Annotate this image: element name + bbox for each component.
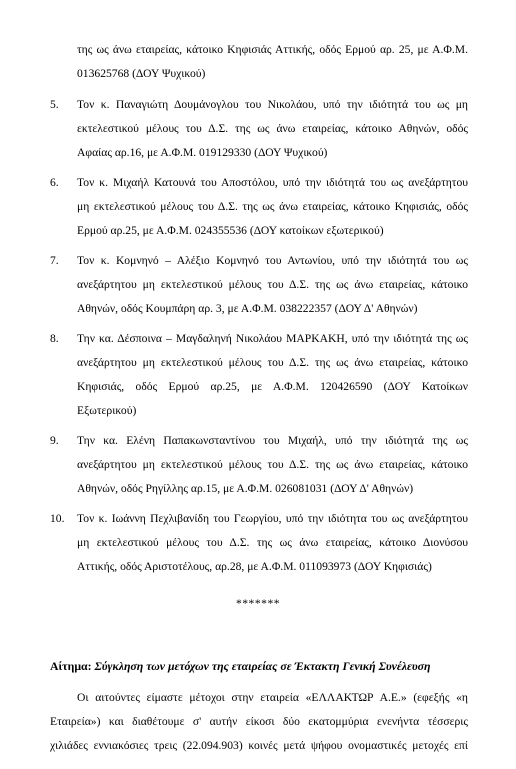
request-heading-text: Σύγκληση των μετόχων της εταιρείας σε Έκτακτη Γενική Συνέλευση — [94, 659, 431, 673]
item-8-line-3: Κηφισιάς, οδός Ερμού αρ.25, με Α.Φ.Μ. 120426590 (ΔΟΥ Κατοίκων — [77, 380, 468, 393]
item-7-line-1: Τον κ. Κομνηνό – Αλέξιο Κομνηνό του Αντωνίου, υπό την ιδιότητά του ως — [77, 254, 468, 267]
item-10-line-1: Τον κ. Ιωάννη Πεχλιβανίδη του Γεωργίου, υπό την ιδιότητα του ως ανεξάρτητου — [77, 512, 468, 525]
body-line-3: χιλιάδες εννιακόσιες τρεις (22.094.903) κοινές μετά ψήφου ονομαστικές μετοχές επί — [50, 739, 468, 752]
item-6-line-1: Τον κ. Μιχαήλ Κατουνά του Αποστόλου, υπό την ιδιότητά του ως ανεξάρτητου — [77, 176, 468, 189]
item-9-line-2: ανεξάρτητου μη εκτελεστικού μέλους του Δ.Σ. της ως άνω εταιρείας, κάτοικο — [77, 458, 468, 471]
item-9-line-1: Την κα. Ελένη Παπακωνσταντίνου του Μιχαήλ, υπό την ιδιότητά της ως — [77, 434, 468, 447]
item-6-line-2: μη εκτελεστικού μέλους του Δ.Σ. της ως άνω εταιρείας, κάτοικο Κηφισιάς, οδός — [77, 200, 468, 213]
item-9-line-3: Αθηνών, οδός Ρηγίλλης αρ.15, με Α.Φ.Μ. 026081031 (ΔΟΥ Δ' Αθηνών) — [77, 482, 414, 495]
item-8-line-4: Εξωτερικού) — [77, 404, 137, 417]
item-7-line-2: ανεξάρτητου μη εκτελεστικού μέλους του Δ.Σ. της ως άνω εταιρείας, κάτοικο — [77, 278, 468, 291]
item-5-line-3: Αφαίας αρ.16, με Α.Φ.Μ. 019129330 (ΔΟΥ Ψυχικού) — [77, 146, 328, 159]
item-4-line-2: 013625768 (ΔΟΥ Ψυχικού) — [77, 67, 206, 80]
item-5-line-2: εκτελεστικού μέλους του Δ.Σ. της ως άνω εταιρείας, κάτοικο Αθηνών, οδός — [77, 122, 468, 135]
section-separator: ******* — [235, 597, 281, 610]
item-7-line-3: Αθηνών, οδός Κουμπάρη αρ. 3, με Α.Φ.Μ. 038222357 (ΔΟΥ Δ' Αθηνών) — [77, 302, 418, 315]
item-6-number: 6. — [50, 176, 59, 189]
request-heading-label: Αίτημα: — [50, 659, 92, 673]
item-8-line-2: ανεξάρτητου μη εκτελεστικού μέλους του Δ.Σ. της ως άνω εταιρείας, κάτοικο — [77, 356, 468, 369]
item-6-line-3: Ερμού αρ.25, με Α.Φ.Μ. 024355536 (ΔΟΥ κατοίκων εξωτερικού) — [77, 224, 384, 237]
item-4-line-1: της ως άνω εταιρείας, κάτοικο Κηφισιάς Αττικής, οδός Ερμού αρ. 25, με Α.Φ.Μ. — [77, 43, 468, 56]
item-9-number: 9. — [50, 434, 59, 447]
item-10-number: 10. — [50, 512, 65, 525]
item-5-line-1: Τον κ. Παναγιώτη Δουμάνογλου του Νικολάου, υπό την ιδιότητά του ως μη — [77, 98, 468, 111]
item-8-number: 8. — [50, 332, 59, 345]
body-line-2: Εταιρεία») και διαθέτουμε σ' αυτήν είκοσι δύο εκατομμύρια ενενήντα τέσσερις — [50, 715, 468, 728]
item-10-line-3: Αττικής, οδός Αριστοτέλους, αρ.28, με Α.Φ.Μ. 011093973 (ΔΟΥ Κηφισιάς) — [77, 560, 432, 573]
item-5-number: 5. — [50, 98, 59, 111]
body-line-1: Οι αιτούντες είμαστε μέτοχοι στην εταιρεία «ΕΛΛΑΚΤΩΡ Α.Ε.» (εφεξής «η — [77, 691, 468, 704]
request-heading — [50, 659, 430, 673]
item-8-line-1: Την κα. Δέσποινα – Μαγδαληνή Νικολάου ΜΑΡΚΑΚΗ, υπό την ιδιότητά της ως — [77, 332, 468, 345]
item-10-line-2: μη εκτελεστικού μέλους του Δ.Σ. της ως άνω εταιρείας, κάτοικο Διονύσου — [77, 536, 468, 549]
item-7-number: 7. — [50, 254, 59, 267]
